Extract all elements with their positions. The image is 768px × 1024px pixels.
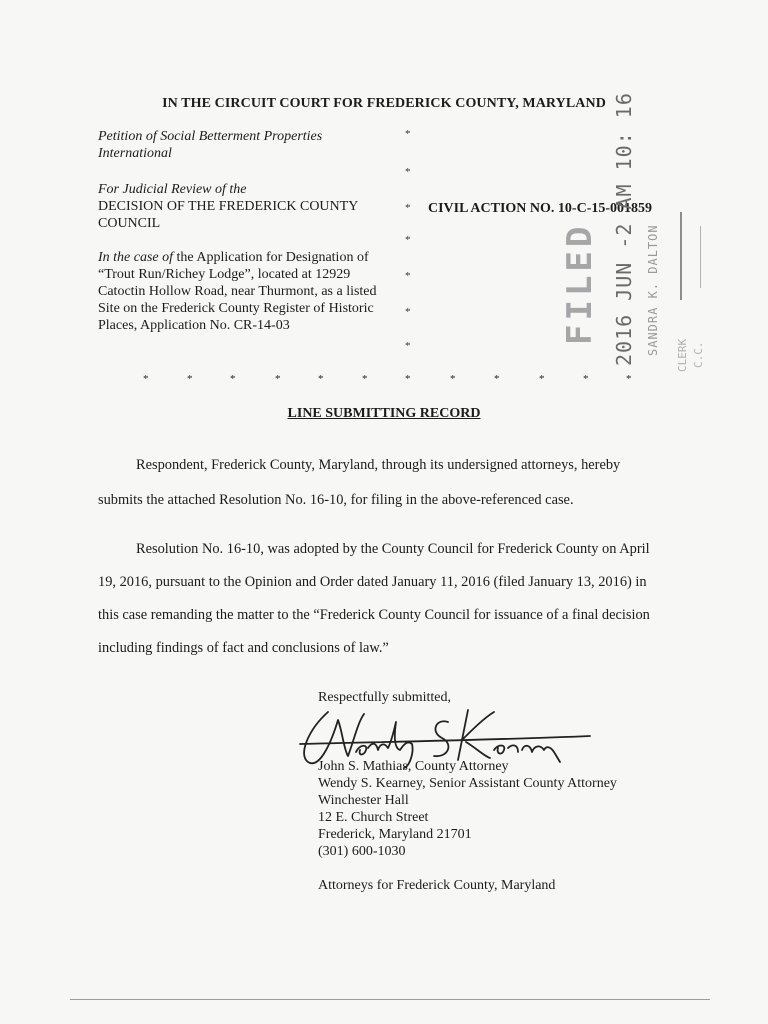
caption-decision-line-2: COUNCIL: [98, 216, 161, 231]
divider-asterisk: *: [230, 373, 236, 385]
paragraph-2-line-2: 19, 2016, pursuant to the Opinion and Order dated January 11, 2016 (filed January 13, 2016) in: [98, 574, 647, 590]
divider-asterisk: *: [275, 373, 281, 385]
clerk-stamp: CLERK: [676, 338, 689, 372]
caption-asterisk: *: [405, 166, 411, 178]
caption-for-review: For Judicial Review of the: [98, 182, 247, 197]
divider-asterisk: *: [494, 373, 500, 385]
signature-line-5: Frederick, Maryland 21701: [318, 827, 472, 842]
attorneys-for: Attorneys for Frederick County, Maryland: [318, 878, 556, 893]
paragraph-2-line-4: including findings of fact and conclusions of law.”: [98, 640, 389, 656]
civil-action-number: CIVIL ACTION NO. 10-C-15-001859: [428, 201, 653, 216]
caption-asterisk: *: [405, 270, 411, 282]
caption-asterisk: *: [405, 340, 411, 352]
page-bottom-rule: [70, 999, 710, 1000]
signature-line-1: John S. Mathias, County Attorney: [318, 759, 509, 774]
caption-case-line-4: Site on the Frederick County Register of Historic: [98, 301, 374, 316]
divider-asterisk: *: [187, 373, 193, 385]
court-title: IN THE CIRCUIT COURT FOR FREDERICK COUNTY, MARYLAND: [162, 96, 606, 111]
divider-asterisk: *: [539, 373, 545, 385]
divider-asterisk: *: [143, 373, 149, 385]
clerk-name-stamp: SANDRA K. DALTON: [646, 224, 660, 356]
paragraph-1-line-2: submits the attached Resolution No. 16-10, for filing in the above-referenced case.: [98, 492, 574, 508]
caption-case-line-3: Catoctin Hollow Road, near Thurmont, as a listed: [98, 284, 377, 299]
asterisk-divider-row: [0, 373, 768, 387]
caption-case-line-2: “Trout Run/Richey Lodge”, located at 12929: [98, 267, 351, 282]
cc-stamp: C.C.: [692, 341, 705, 368]
signature-line-3: Winchester Hall: [318, 793, 409, 808]
signature-line-2: Wendy S. Kearney, Senior Assistant County Attorney: [318, 776, 617, 791]
signature-line-4: 12 E. Church Street: [318, 810, 429, 825]
caption-asterisk: *: [405, 306, 411, 318]
filed-date-stamp: 2016 JUN -2 AM 10: 16: [612, 92, 636, 366]
divider-asterisk: *: [362, 373, 368, 385]
stamp-border-line: [700, 226, 701, 288]
document-heading: LINE SUBMITTING RECORD: [287, 406, 481, 421]
divider-asterisk: *: [450, 373, 456, 385]
signature-line-6: (301) 600-1030: [318, 844, 406, 859]
filed-stamp: FILED: [560, 222, 600, 345]
caption-asterisk: *: [405, 128, 411, 140]
caption-decision-line-1: DECISION OF THE FREDERICK COUNTY: [98, 199, 359, 214]
caption-petition-line-1: Petition of Social Betterment Properties: [98, 129, 323, 144]
caption-case-line-1: [98, 250, 398, 266]
paragraph-2-line-1: Resolution No. 16-10, was adopted by the County Council for Frederick County on April: [136, 541, 650, 557]
divider-asterisk: *: [318, 373, 324, 385]
stamp-border-line: [680, 212, 682, 300]
divider-asterisk: *: [405, 373, 411, 385]
divider-asterisk: *: [583, 373, 589, 385]
paragraph-2-line-3: this case remanding the matter to the “Frederick County Council for issuance of a final decision: [98, 607, 650, 623]
caption-case-italic: In the case of: [98, 250, 174, 265]
paragraph-1-line-1: Respondent, Frederick County, Maryland, through its undersigned attorneys, hereby: [136, 457, 621, 473]
caption-asterisk: *: [405, 234, 411, 246]
caption-case-line-5: Places, Application No. CR-14-03: [98, 318, 290, 333]
closing: Respectfully submitted,: [318, 690, 451, 705]
caption-case-rest: the Application for Designation of: [173, 250, 369, 265]
divider-asterisk: *: [626, 373, 632, 385]
caption-asterisk: *: [405, 202, 411, 214]
caption-petition-line-2: International: [98, 146, 172, 161]
